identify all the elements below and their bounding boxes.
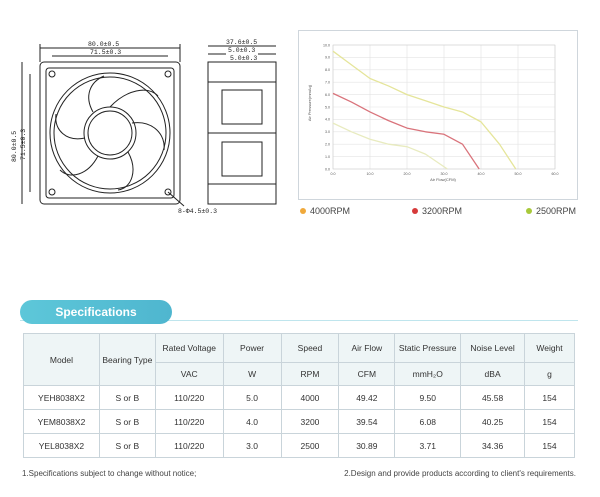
chart-y-tick-label: 8.0 <box>325 68 330 73</box>
unit-voltage: VAC <box>155 363 223 386</box>
specifications-table <box>23 333 575 458</box>
chart-y-tick-label: 1.0 <box>325 154 330 159</box>
cell-weight: 154 <box>525 434 575 458</box>
performance-chart-svg <box>299 31 577 199</box>
performance-chart <box>298 30 578 200</box>
cell-voltage: 110/220 <box>155 386 223 410</box>
fan-technical-drawing <box>8 30 290 215</box>
header-power: Power <box>223 334 281 363</box>
chart-y-tick-label: 0.0 <box>325 167 330 172</box>
chart-x-tick-label: 40.0 <box>477 172 485 176</box>
chart-x-tick-label: 30.0 <box>440 172 448 176</box>
chart-x-tick-label: 60.0 <box>551 172 559 176</box>
chart-y-tick-label: 9.0 <box>325 55 330 60</box>
cell-speed: 2500 <box>281 434 339 458</box>
cell-bearing: S or B <box>99 434 155 458</box>
cell-model: YEM8038X2 <box>24 410 100 434</box>
fan-blade <box>118 152 133 190</box>
dim-left-outer: 80.0±0.5 <box>11 130 18 162</box>
fan-blade <box>132 123 164 150</box>
legend-label-3200: 3200RPM <box>422 206 463 216</box>
dim-hole: 8-Φ4.5±0.3 <box>178 208 218 215</box>
legend-label-4000: 4000RPM <box>310 206 351 216</box>
cell-model: YEL8038X2 <box>24 434 100 458</box>
header-static-pressure: Static Pressure <box>395 334 461 363</box>
unit-noise: dBA <box>461 363 525 386</box>
cell-pressure: 6.08 <box>395 410 461 434</box>
cell-noise: 40.25 <box>461 410 525 434</box>
chart-series-line-3200rpm <box>333 93 479 169</box>
fan-blade <box>60 156 98 175</box>
chart-y-tick-label: 5.0 <box>325 105 330 110</box>
fan-hub-inner <box>88 111 132 155</box>
chart-x-axis-label: Air Flow(CFM) <box>430 177 456 182</box>
legend-item-2500 <box>526 206 576 216</box>
chart-y-tick-label: 10.0 <box>323 43 330 48</box>
cell-power: 5.0 <box>223 386 281 410</box>
dim-side-a: 5.0±0.3 <box>228 47 256 54</box>
cell-speed: 4000 <box>281 386 339 410</box>
fan-drawing-svg <box>8 30 290 215</box>
cell-weight: 154 <box>525 410 575 434</box>
unit-pressure: mmH₂O <box>395 363 461 386</box>
legend-dot-3200 <box>412 208 418 214</box>
unit-power: W <box>223 363 281 386</box>
unit-airflow: CFM <box>339 363 395 386</box>
chart-y-tick-label: 2.0 <box>325 142 330 147</box>
chart-y-tick-label: 3.0 <box>325 130 330 135</box>
unit-speed: RPM <box>281 363 339 386</box>
legend-dot-2500 <box>526 208 532 214</box>
legend-item-3200 <box>412 206 462 216</box>
table-row <box>24 434 575 458</box>
chart-y-axis-label: Air Pressure(mmAq) <box>307 84 312 122</box>
header-bearing-type: Bearing Type <box>99 334 155 386</box>
header-speed: Speed <box>281 334 339 363</box>
fan-blade <box>110 90 158 107</box>
cell-airflow: 49.42 <box>339 386 395 410</box>
fan-inner-ring <box>54 77 166 189</box>
legend-dot-4000 <box>300 208 306 214</box>
unit-weight: g <box>525 363 575 386</box>
dim-side-outer: 37.6±0.5 <box>226 39 258 46</box>
chart-x-tick-label: 10.0 <box>366 172 374 176</box>
cell-airflow: 39.54 <box>339 410 395 434</box>
table-row <box>24 410 575 434</box>
note-right: 2.Design and provide products according to client's requirements. <box>344 469 576 478</box>
legend-item-4000 <box>300 206 350 216</box>
legend-label-2500: 2500RPM <box>536 206 577 216</box>
header-rated-voltage: Rated Voltage <box>155 334 223 363</box>
cell-model: YEH8038X2 <box>24 386 100 410</box>
chart-y-tick-label: 6.0 <box>325 92 330 97</box>
cell-bearing: S or B <box>99 386 155 410</box>
fan-front-inner-frame <box>46 68 174 198</box>
mount-hole <box>49 189 55 195</box>
cell-airflow: 30.89 <box>339 434 395 458</box>
chart-x-tick-label: 50.0 <box>514 172 522 176</box>
cell-pressure: 9.50 <box>395 386 461 410</box>
specifications-title: Specifications <box>20 300 172 324</box>
cell-noise: 45.58 <box>461 386 525 410</box>
cell-pressure: 3.71 <box>395 434 461 458</box>
chart-series-line-4000rpm <box>333 51 516 169</box>
dim-top-inner: 71.5±0.3 <box>90 49 122 56</box>
cell-voltage: 110/220 <box>155 410 223 434</box>
table-row <box>24 386 575 410</box>
header-noise-level: Noise Level <box>461 334 525 363</box>
cell-bearing: S or B <box>99 410 155 434</box>
dim-top-outer: 80.0±0.5 <box>88 41 120 48</box>
header-model: Model <box>24 334 100 386</box>
dim-left-inner: 71.5±0.3 <box>20 128 27 160</box>
cell-weight: 154 <box>525 386 575 410</box>
header-weight: Weight <box>525 334 575 363</box>
note-left: 1.Specifications subject to change without notice; <box>22 469 197 478</box>
chart-series-line-2500rpm <box>333 123 447 169</box>
cell-speed: 3200 <box>281 410 339 434</box>
mount-hole <box>165 71 171 77</box>
chart-y-tick-label: 7.0 <box>325 80 330 85</box>
fan-blade <box>56 114 85 139</box>
dim-side-b: 5.0±0.3 <box>230 55 258 62</box>
cell-voltage: 110/220 <box>155 434 223 458</box>
fan-hub <box>84 107 136 159</box>
chart-x-tick-label: 0.0 <box>330 172 336 176</box>
fan-blade <box>89 76 104 112</box>
cell-power: 3.0 <box>223 434 281 458</box>
cell-power: 4.0 <box>223 410 281 434</box>
header-air-flow: Air Flow <box>339 334 395 363</box>
mount-hole <box>49 71 55 77</box>
cell-noise: 34.36 <box>461 434 525 458</box>
chart-y-tick-label: 4.0 <box>325 117 330 122</box>
chart-x-tick-label: 20.0 <box>403 172 411 176</box>
